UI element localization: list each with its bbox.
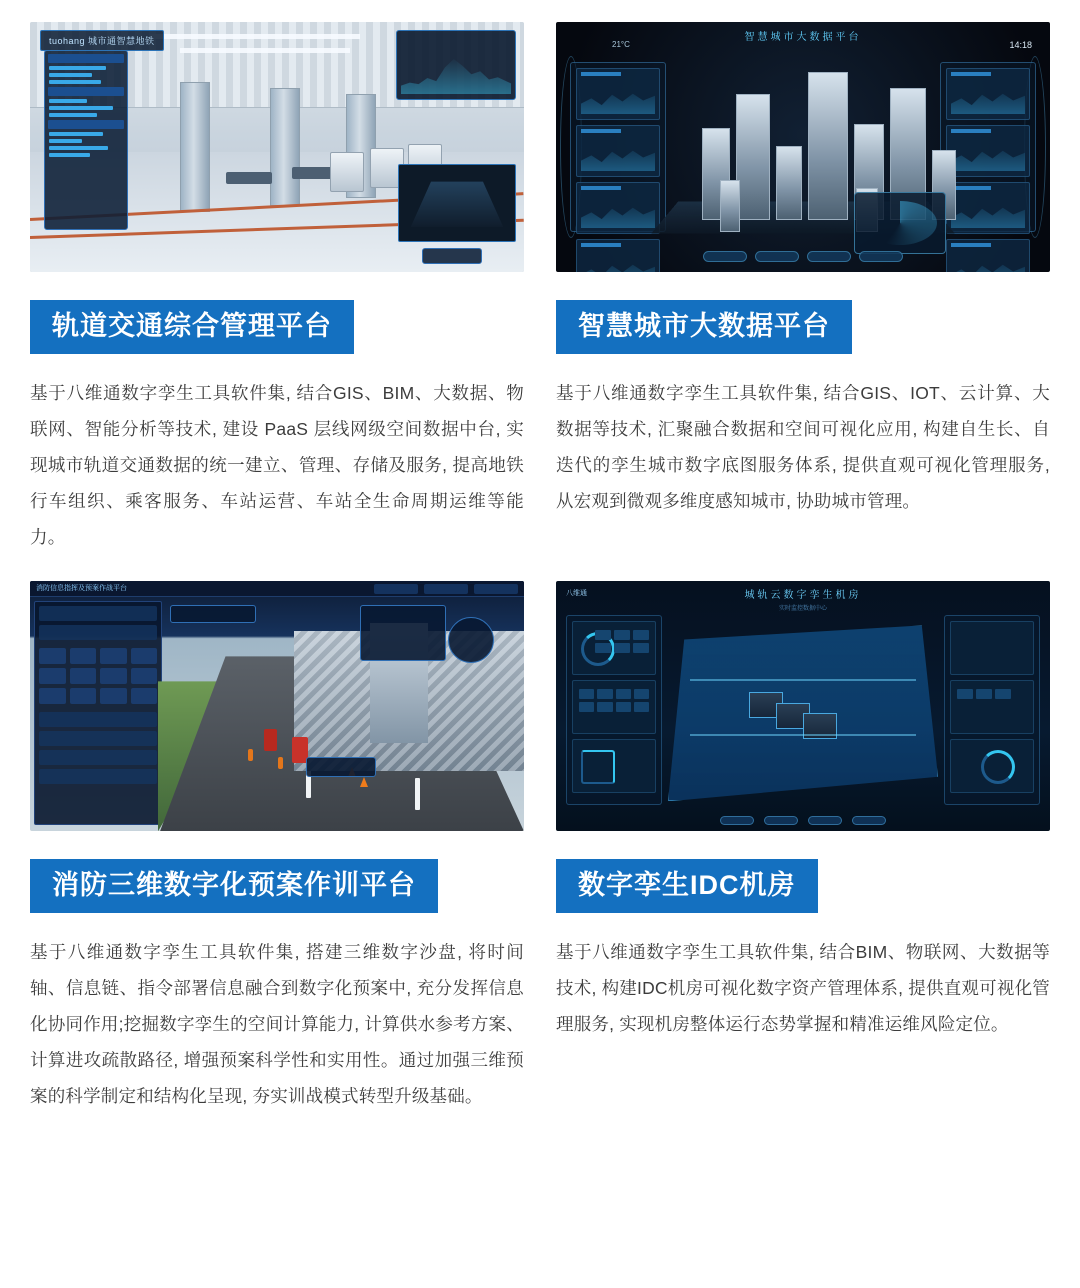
panel-row[interactable] [39,769,157,784]
palette-icon[interactable] [131,648,158,664]
card-rail-transit [30,22,524,555]
clock-label: 14:18 [1009,40,1032,50]
gauge-widget[interactable] [950,739,1034,793]
control-button[interactable] [703,251,747,262]
dashboard-header: 城轨云数字孪生机房 [744,590,862,602]
responder-figure [278,757,283,769]
panel-row[interactable] [39,712,157,727]
palette-icon[interactable] [70,648,97,664]
panel-search-row[interactable] [39,625,157,640]
thumbnail-smart-city [556,22,1050,272]
widget-table[interactable] [576,125,660,177]
palette-icon[interactable] [131,668,158,684]
card-title-fire-drill: 消防三维数字化预案作训平台 [30,859,438,913]
city-building [776,146,802,220]
thumbnail-rail-transit [30,22,524,272]
palette-icon[interactable] [39,668,66,684]
palette-icon[interactable] [100,668,127,684]
mini-map-radar[interactable] [854,192,946,254]
app-titlebar: 消防信息指挥及预案作战平台 [30,581,524,597]
left-widget-column[interactable] [570,62,666,232]
tab-item[interactable] [474,584,518,594]
left-tool-panel[interactable] [34,601,162,825]
widget-alert[interactable] [946,239,1030,272]
metric-grid [579,689,649,712]
control-button[interactable] [807,251,851,262]
server-hall-model [668,625,938,801]
temperature-label: 21°C [612,40,630,49]
widget-chart[interactable] [946,68,1030,120]
cctv-preview[interactable] [398,164,516,242]
panel-header [48,120,124,129]
card-body-smart-city: 基于八维通数字孪生工具软件集, 结合GIS、IOT、云计算、大数据等技术, 汇聚融合数据和空间可视化应用, 构建自生长、自迭代的孪生城市数字底图服务体系, 提供直观可视化管理服务, 从宏观到微观多维度感知城市, 协助城市管理。 [556,383,1050,511]
palette-icon[interactable] [70,668,97,684]
palette-icon[interactable] [39,648,66,664]
panel-title-row [39,606,157,621]
vendor-brand-label: 八维通 [566,590,587,598]
passenger-flow-chart[interactable] [396,30,516,100]
responder-figure [248,749,253,761]
circular-gauge-icon [981,750,1015,784]
station-pillar [180,82,210,212]
map-label-popup[interactable] [306,757,376,777]
status-tile-icon [581,750,615,784]
thumbnail-fire-drill [30,581,524,831]
gauge-widget[interactable] [572,621,656,675]
left-data-panel[interactable] [44,50,128,230]
bottom-tab[interactable] [720,816,754,825]
bottom-tab[interactable] [852,816,886,825]
palette-icon[interactable] [39,688,66,704]
palette-icon[interactable] [131,688,158,704]
panel-header [48,54,124,63]
bottom-control-bar[interactable] [703,251,903,262]
panel-row[interactable] [39,750,157,765]
card-body-idc-room: 基于八维通数字孪生工具软件集, 结合BIM、物联网、大数据等技术, 构建IDC机房可视化数字资产管理体系, 提供直观可视化管理服务, 实现机房整体运行态势掌握和精准运维风险定位。 [556,942,1050,1035]
card-body-fire-drill: 基于八维通数字孪生工具软件集, 搭建三维数字沙盘, 将时间轴、信息链、指令部署信息融合到数字化预案中, 充分发挥信息化协同作用;挖掘数字孪生的空间计算能力, 计算供水参考方案、计算进攻疏散路径, 增强预案科学性和实用性。通过加强三维预案的科学制定和结构化呈现, 夯实训战模式转型升级基础。 [30,942,524,1106]
city-building [720,180,740,232]
symbol-palette[interactable] [35,644,161,708]
card-smart-city [556,22,1050,555]
dashboard-header: 智慧城市大数据平台 [744,32,862,43]
fire-truck [264,729,277,751]
ceiling-light [150,34,360,39]
card-fire-drill [30,581,524,1114]
thumbnail-idc-room [556,581,1050,831]
toolbar-strip[interactable] [422,248,482,264]
fare-gate [330,152,364,192]
widget-gauge[interactable] [946,182,1030,234]
tab-item[interactable] [424,584,468,594]
dashboard-subheader: 实时监控数据中心 [778,606,827,613]
trend-widget[interactable] [950,680,1034,734]
flow-sparkline [401,56,511,94]
control-button[interactable] [755,251,799,262]
city-building [808,72,848,220]
trend-widget[interactable] [572,739,656,793]
mode-toolbar[interactable] [170,605,256,623]
left-metric-column[interactable] [566,615,662,805]
table-widget[interactable] [572,680,656,734]
metric-grid [957,689,1027,699]
bottom-tab[interactable] [764,816,798,825]
metric-grid [595,630,649,653]
station-pillar [270,88,300,206]
platform-brand-label: tuohang 城市通智慧地铁 [40,30,164,51]
card-title-smart-city: 智慧城市大数据平台 [556,300,852,354]
widget-list[interactable] [576,182,660,234]
widget-kpi[interactable] [576,239,660,272]
card-grid [30,22,1050,1115]
tab-item[interactable] [374,584,418,594]
tab-strip[interactable] [374,581,518,594]
widget-chart[interactable] [576,68,660,120]
card-title-idc-room: 数字孪生IDC机房 [556,859,818,913]
card-title-rail-transit: 轨道交通综合管理平台 [30,300,354,354]
bottom-tab[interactable] [808,816,842,825]
city-building [736,94,770,220]
panel-row[interactable] [39,731,157,746]
bottom-tab-bar[interactable] [720,816,886,825]
right-metric-column[interactable] [944,615,1040,805]
palette-icon[interactable] [100,688,127,704]
control-button[interactable] [859,251,903,262]
card-body-rail-transit: 基于八维通数字孪生工具软件集, 结合GIS、BIM、大数据、物联网、智能分析等技术, 建设 PaaS 层线网级空间数据中台, 实现城市轨道交通数据的统一建立、管理、存储及服务, 提高地铁行车组织、乘客服务、车站运营、车站全生命周期运维等能力。 [30,383,524,547]
palette-icon[interactable] [70,688,97,704]
traffic-cone [360,777,368,787]
ceiling-light [180,48,350,53]
camera-widget[interactable] [950,621,1034,675]
info-popup[interactable] [360,605,446,661]
station-bench [226,172,272,184]
card-idc-room [556,581,1050,1114]
panel-header [48,87,124,96]
widget-trend[interactable] [946,125,1030,177]
palette-icon[interactable] [100,648,127,664]
